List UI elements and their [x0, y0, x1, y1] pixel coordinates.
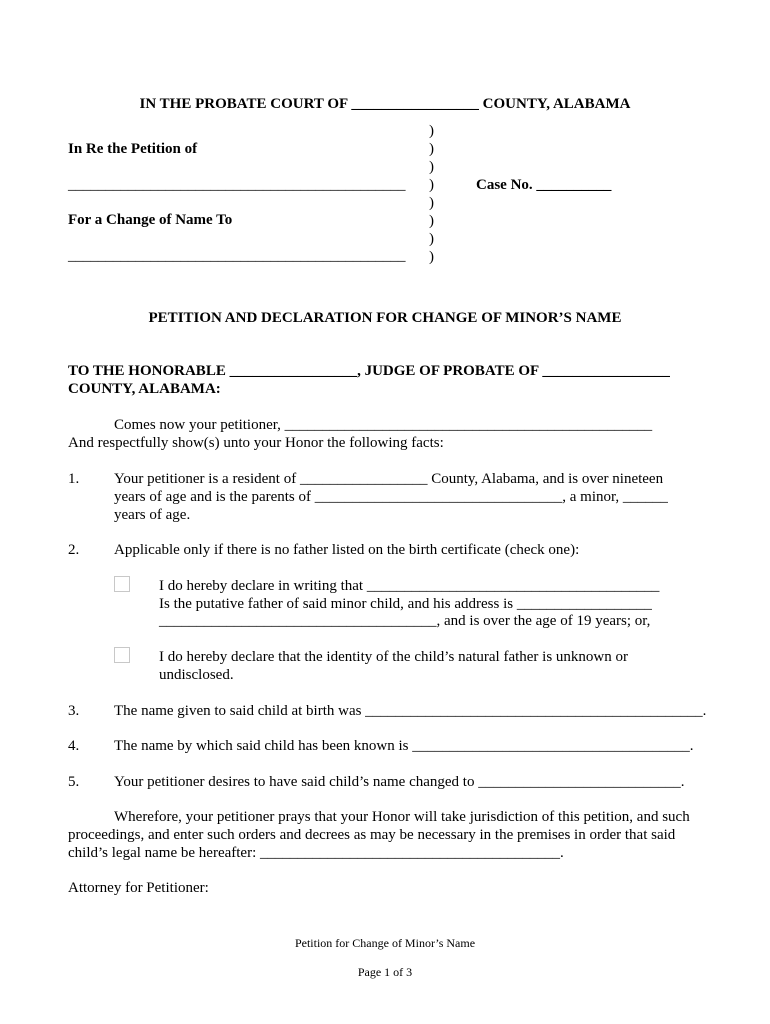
caption-paren: ) — [429, 177, 434, 193]
caption-paren: ) — [429, 123, 434, 139]
case-number-field[interactable]: Case No. __________ — [476, 177, 612, 193]
wherefore-line1: Wherefore, your petitioner prays that your Honor will take jurisdiction of this petition, and such — [114, 809, 690, 825]
petitioner-name-line[interactable]: _____________________________________________ — [68, 177, 406, 193]
addressee-line1: TO THE HONORABLE _________________, JUDGE OF PROBATE OF _________________ — [68, 363, 670, 379]
attorney-label: Attorney for Petitioner: — [68, 880, 209, 896]
caption-paren: ) — [429, 231, 434, 247]
item4-text: The name by which said child has been known is _____________________________________. — [114, 738, 694, 754]
page-number: Page 1 of 3 — [357, 965, 413, 979]
footer-title: Petition for Change of Minor’s Name — [294, 936, 476, 950]
item1-line3: years of age. — [114, 507, 191, 523]
in-re-label: In Re the Petition of — [68, 141, 198, 157]
court-heading: IN THE PROBATE COURT OF _________________ COUNTY, ALABAMA — [139, 96, 631, 112]
document-title: PETITION AND DECLARATION FOR CHANGE OF MINOR’S NAME — [148, 310, 622, 326]
item5-text: Your petitioner desires to have said child’s name changed to ___________________________. — [114, 774, 685, 790]
option-a-line2: Is the putative father of said minor child, and his address is __________________ — [159, 596, 652, 612]
item1-line1: Your petitioner is a resident of _________________ County, Alabama, and is over nineteen — [114, 471, 664, 487]
caption-paren: ) — [429, 213, 434, 229]
father-declared-checkbox[interactable] — [114, 576, 130, 592]
change-to-label: For a Change of Name To — [68, 212, 233, 228]
wherefore-line3: child’s legal name be hereafter: ________________________________________. — [68, 845, 564, 861]
item-number: 4. — [68, 738, 80, 754]
caption-paren: ) — [429, 159, 434, 175]
addressee-line2: COUNTY, ALABAMA: — [68, 381, 221, 397]
new-name-line[interactable]: _____________________________________________ — [68, 248, 406, 264]
item-number: 5. — [68, 774, 80, 790]
option-b-line2: undisclosed. — [159, 667, 234, 683]
option-b-line1: I do hereby declare that the identity of the child’s natural father is unknown or — [159, 649, 629, 665]
option-a-line1: I do hereby declare in writing that _______________________________________ — [159, 578, 660, 594]
father-unknown-checkbox[interactable] — [114, 647, 130, 663]
item3-text: The name given to said child at birth was _____________________________________________. — [114, 703, 707, 719]
caption-paren: ) — [429, 195, 434, 211]
item-number: 1. — [68, 471, 80, 487]
item-number: 3. — [68, 703, 80, 719]
item1-line2: years of age and is the parents of _________________________________, a minor, ______ — [114, 489, 668, 505]
wherefore-line2: proceedings, and enter such orders and decrees as may be necessary in the premises in order that said — [68, 827, 676, 843]
caption-paren: ) — [429, 249, 434, 265]
item2-line1: Applicable only if there is no father listed on the birth certificate (check one): — [114, 542, 580, 558]
option-a-line3: _____________________________________, and is over the age of 19 years; or, — [159, 613, 651, 629]
intro-line1: Comes now your petitioner, _________________________________________________ — [114, 417, 653, 433]
intro-line2: And respectfully show(s) unto your Honor the following facts: — [68, 435, 444, 451]
item-number: 2. — [68, 542, 80, 558]
caption-paren: ) — [429, 141, 434, 157]
